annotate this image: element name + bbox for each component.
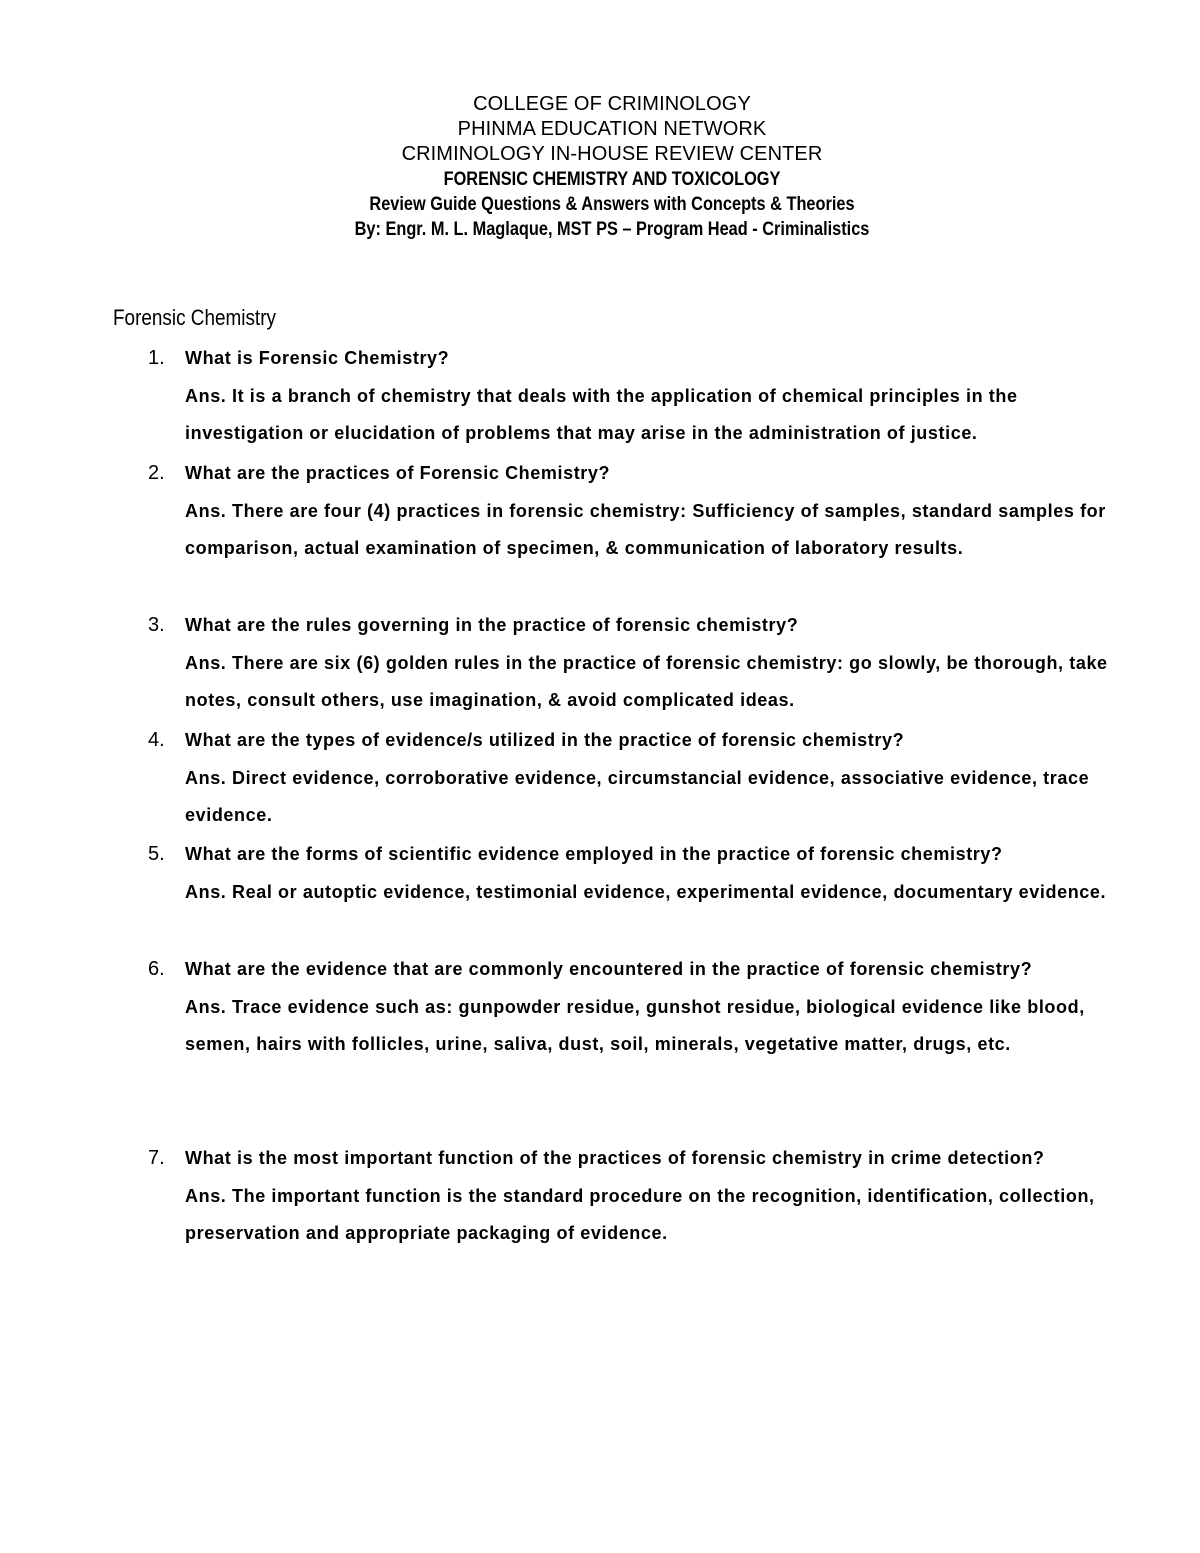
qa-number: 5. xyxy=(148,843,165,865)
qa-number: 2. xyxy=(148,462,165,484)
qa-answer: Ans. It is a branch of chemistry that deals with the application of chemical principles in the investigation or elucidation of problems that may arise in the administration of justice. xyxy=(185,385,1018,443)
header-author: By: Engr. M. L. Maglaque, MST PS – Program Head - Criminalistics xyxy=(354,219,870,240)
header-network: PHINMA EDUCATION NETWORK xyxy=(457,118,767,140)
qa-number: 7. xyxy=(148,1147,165,1169)
qa-number: 4. xyxy=(148,729,165,751)
qa-answer: Ans. Real or autoptic evidence, testimonial evidence, experimental evidence, documentary evidence. xyxy=(185,881,1107,902)
header-subject: FORENSIC CHEMISTRY AND TOXICOLOGY xyxy=(443,169,781,190)
qa-question: What are the forms of scientific evidence employed in the practice of forensic chemistry? xyxy=(185,844,1003,864)
qa-answer: Ans. There are four (4) practices in forensic chemistry: Sufficiency of samples, standard samples for comparison, actual examination of specimen, & communication of laboratory results. xyxy=(185,500,1106,558)
header-college: COLLEGE OF CRIMINOLOGY xyxy=(473,93,751,115)
section-title: Forensic Chemistry xyxy=(113,305,276,330)
document-header xyxy=(0,92,1200,242)
qa-answer: Ans. The important function is the standard procedure on the recognition, identification, collection, preservation and appropriate packaging of evidence. xyxy=(185,1185,1095,1243)
qa-answer: Ans. There are six (6) golden rules in the practice of forensic chemistry: go slowly, be thorough, take notes, consult others, use imagination, & avoid complicated ideas. xyxy=(185,652,1108,710)
qa-question: What are the types of evidence/s utilized in the practice of forensic chemistry? xyxy=(185,730,905,750)
header-review-center: CRIMINOLOGY IN-HOUSE REVIEW CENTER xyxy=(401,143,823,165)
qa-answer: Ans. Direct evidence, corroborative evidence, circumstancial evidence, associative evidence, trace evidence. xyxy=(185,767,1090,825)
qa-question: What are the evidence that are commonly encountered in the practice of forensic chemistry? xyxy=(185,959,1033,979)
qa-question: What are the practices of Forensic Chemistry? xyxy=(185,463,611,483)
qa-number: 1. xyxy=(148,347,165,369)
qa-number: 3. xyxy=(148,614,165,636)
header-guide-title: Review Guide Questions & Answers with Concepts & Theories xyxy=(369,194,855,215)
qa-question: What is the most important function of the practices of forensic chemistry in crime detection? xyxy=(185,1148,1045,1168)
qa-number: 6. xyxy=(148,958,165,980)
qa-question: What are the rules governing in the practice of forensic chemistry? xyxy=(185,615,799,635)
qa-answer: Ans. Trace evidence such as: gunpowder residue, gunshot residue, biological evidence like blood, semen, hairs with follicles, urine, saliva, dust, soil, minerals, vegetative matter, drugs, etc. xyxy=(185,996,1085,1054)
qa-question: What is Forensic Chemistry? xyxy=(185,348,450,368)
